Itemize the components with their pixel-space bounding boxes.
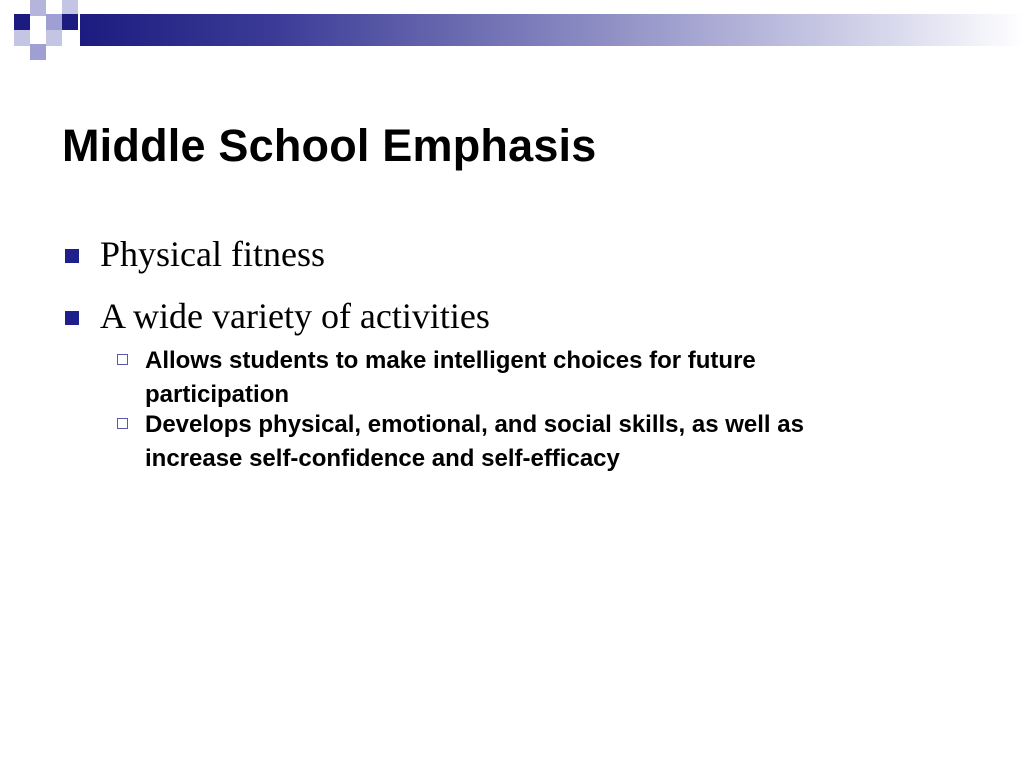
- sub-bullet-item: [62, 408, 905, 476]
- decor-square: [14, 14, 30, 30]
- gradient-band: [80, 14, 1024, 46]
- decor-square: [46, 30, 62, 46]
- bullet-item: [62, 232, 962, 276]
- bullet-text: A wide variety of activities: [100, 296, 490, 336]
- bullet-text: Physical fitness: [100, 234, 325, 274]
- bullet-item: [62, 294, 962, 338]
- decor-square: [30, 44, 46, 60]
- bullet-list: [62, 232, 962, 484]
- hollow-square-bullet-icon: [117, 418, 128, 429]
- decor-square: [30, 0, 46, 16]
- square-bullet-icon: [65, 311, 79, 325]
- sub-bullet-text: Develops physical, emotional, and social skills, as well as increase self-confidence and self-efficacy: [145, 411, 804, 472]
- decor-square: [14, 30, 30, 46]
- slide-title: Middle School Emphasis: [62, 120, 597, 171]
- hollow-square-bullet-icon: [117, 354, 128, 365]
- decor-square: [62, 14, 78, 30]
- sub-bullet-text: Allows students to make intelligent choices for future participation: [145, 347, 756, 408]
- square-bullet-icon: [65, 249, 79, 263]
- sub-bullet-item: [62, 344, 905, 412]
- decor-square: [46, 14, 62, 30]
